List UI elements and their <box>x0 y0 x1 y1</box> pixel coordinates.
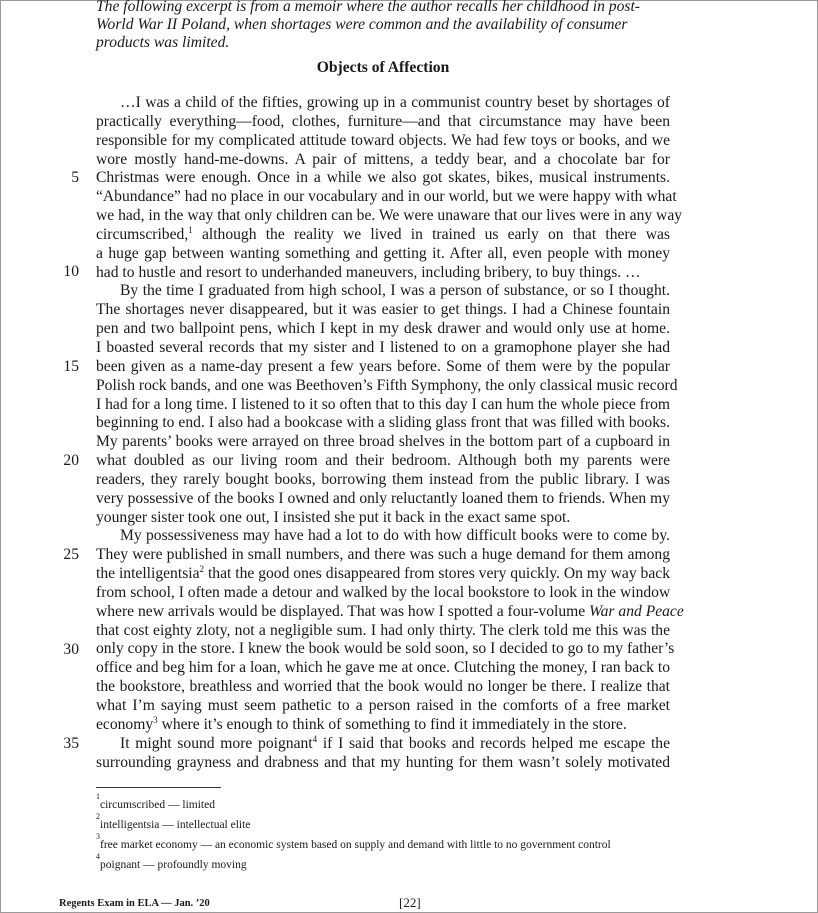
passage-line-text: if I said that books and records helped me escape the <box>322 734 670 752</box>
passage-line: that cost eighty zloty, not a negligible sum. I had only thirty. The clerk told me this was the <box>96 621 670 639</box>
passage-word: poignant <box>258 734 313 752</box>
passage-line <box>96 226 670 245</box>
passage-line-text: that the good ones disappeared from stores very quickly. On my way back <box>207 565 670 583</box>
footnote-ref: 2 <box>199 563 205 574</box>
passage-line: office and beg him for a loan, which he gave me at once. Clutching the money, I ran back to <box>96 659 670 677</box>
footnote-divider <box>96 787 221 788</box>
passage-line: I boasted several records that my sister and I listened to on a gramophone player she had <box>96 338 670 356</box>
footnote <box>96 794 696 812</box>
passage-title: Objects of Affection <box>316 59 450 76</box>
footnote-ref: 4 <box>312 733 318 744</box>
page-number: [22] <box>399 895 421 910</box>
passage-line: readers, they rarely bought books, borrowing them instead from the public library. I was <box>96 470 670 488</box>
footnote <box>96 814 696 832</box>
passage-line <box>96 602 684 622</box>
passage-line: had to hustle and resort to underhanded maneuvers, including bribery, to buy things. … <box>96 263 641 281</box>
passage-line-text: although the reality we lived in trained us early on that there was <box>201 225 670 243</box>
footnote-mark: 4 <box>96 852 100 861</box>
passage-line <box>96 716 670 735</box>
passage-line <box>96 735 670 754</box>
passage-line: My possessiveness may have had a lot to do with how difficult books were to come by. <box>120 527 670 545</box>
passage-line: beginning to end. I also had a bookcase with a sliding glass front that was filled with books. <box>96 414 670 432</box>
passage-line: practically everything—food, clothes, furniture—and that circumstance may have been <box>96 112 670 130</box>
passage-body <box>96 94 684 772</box>
passage-line-text: It might sound more <box>120 734 253 752</box>
footnote-text: free market economy — an economic system based on supply and demand with little to no government control <box>100 838 611 851</box>
footnote-text: circumscribed — limited <box>100 798 215 811</box>
passage-line-text: where it’s enough to think of something to find it immediately in the store. <box>161 715 627 733</box>
passage-line: we had, in the way that only children can be. We were unaware that our lives were in any way <box>96 207 683 225</box>
book-title: War and Peace <box>589 602 684 620</box>
passage-line: Christmas were enough. Once in a while we also got skates, bikes, musical instruments. <box>96 169 670 187</box>
passage-line: They were published in small numbers, and there was such a huge demand for them among <box>96 546 670 564</box>
passage-line: been given as a name-day present a few years before. Some of them were by the popular <box>96 357 670 375</box>
passage-line: I had for a long time. I listened to it so often that to this day I can hum the whole piece from <box>96 395 670 413</box>
footnote-ref: 3 <box>153 714 158 725</box>
intro-note: The following excerpt is from a memoir where the author recalls her childhood in post-World War II Poland, when shortages were common and the availability of consumer products was limited. <box>96 0 640 51</box>
passage-line: surrounding grayness and drabness and that my hunting for them wasn’t solely motivated <box>96 753 670 771</box>
passage-line: what I’m saying must seem pathetic to a person raised in the comforts of a free market <box>96 697 670 714</box>
footnote <box>96 854 696 872</box>
line-number: 5 <box>71 169 79 186</box>
passage-word: the intelligentsia <box>96 565 200 583</box>
line-number: 10 <box>63 263 79 280</box>
passage-line: a huge gap between wanting something and getting it. After all, even people with money <box>96 244 670 262</box>
passage-line: wore mostly hand-me-downs. A pair of mittens, a teddy bear, and a chocolate bar for <box>96 150 670 168</box>
passage-line-text: where new arrivals would be displayed. That was how I spotted a four-volume <box>96 602 586 620</box>
passage-line: …I was a child of the fifties, growing up in a communist country beset by shortages of <box>120 94 670 111</box>
footnote-text: intelligentsia — intellectual elite <box>100 818 251 831</box>
line-number: 20 <box>63 452 79 469</box>
passage-line: Polish rock bands, and one was Beethoven’s Fifth Symphony, the only classical music record <box>96 376 678 394</box>
passage-line: only copy in the store. I knew the book would be sold soon, so I decided to go to my father’s <box>96 640 675 658</box>
passage-line: pen and two ballpoint pens, which I kept in my desk drawer and would only use at home. <box>96 320 670 338</box>
passage-line: from school, I often made a detour and walked by the local bookstore to look in the window <box>96 583 671 601</box>
footnote-mark: 3 <box>96 832 100 841</box>
footnote-text: poignant — profoundly moving <box>100 858 247 871</box>
footnote-ref: 1 <box>188 224 193 235</box>
exam-footer: Regents Exam in ELA — Jan. ’20 <box>59 898 210 909</box>
passage-line: My parents’ books were arrayed on three broad shelves in the bottom part of a cupboard in <box>96 433 670 451</box>
passage-word: economy <box>96 715 154 733</box>
passage-line: The shortages never disappeared, but it was easier to get things. I had a Chinese fountain <box>96 301 670 319</box>
passage-line: what doubled as our living room and their bedroom. Although both my parents were <box>96 452 670 470</box>
footnote <box>96 834 696 852</box>
passage-line: By the time I graduated from high school, I was a person of substance, or so I thought. <box>120 282 670 300</box>
passage-line: the bookstore, breathless and worried that the book would no longer be there. I realize that <box>96 678 670 696</box>
passage-line <box>96 565 670 584</box>
line-number: 30 <box>63 641 79 658</box>
passage-word: circumscribed, <box>96 225 189 243</box>
line-number: 15 <box>63 358 79 375</box>
passage-line: “Abundance” had no place in our vocabulary and in our world, but we were happy with what <box>96 188 677 206</box>
passage-line: very possessive of the books I owned and only reluctantly loaned them to friends. When my <box>96 489 670 507</box>
line-number: 25 <box>63 546 79 563</box>
footnote-mark: 1 <box>96 792 100 801</box>
line-number: 35 <box>63 735 79 752</box>
passage-line: younger sister took one out, I insisted she put it back in the exact same spot. <box>96 508 571 526</box>
footnote-mark: 2 <box>96 812 100 821</box>
passage-line: responsible for my complicated attitude toward objects. We had few toys or books, and we <box>96 131 670 149</box>
